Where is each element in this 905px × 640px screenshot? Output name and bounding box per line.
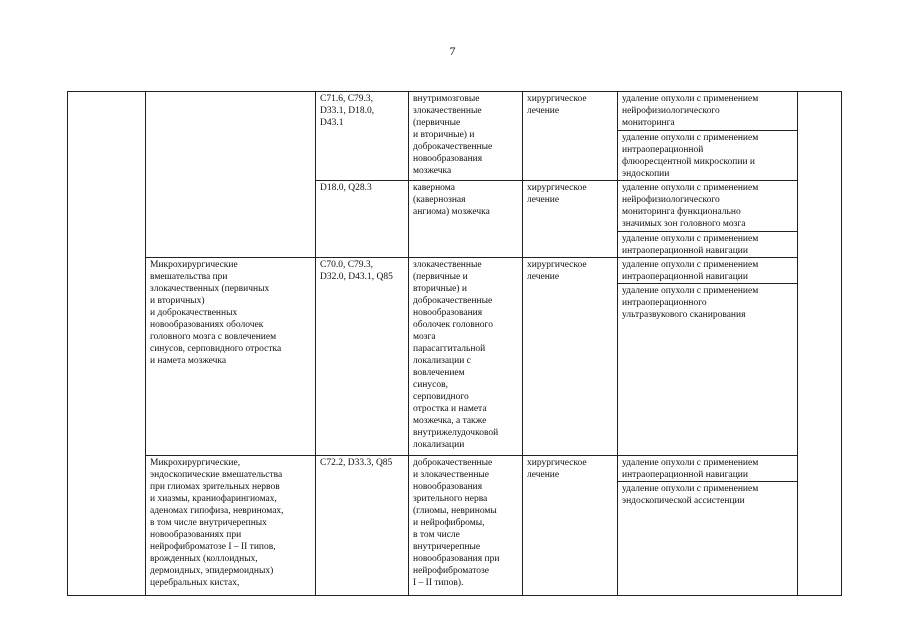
intervention-group-cell	[146, 92, 316, 258]
table-row	[68, 456, 842, 596]
method-item: удаление опухоли с применением интраоперационной навигации	[622, 234, 759, 256]
table-row	[68, 92, 842, 181]
treatment-methods-cell	[618, 181, 798, 258]
treatment-type-cell: хирургическое лечение	[523, 92, 618, 181]
method-item: удаление опухоли с применением интраоперационного ультразвукового сканирования	[622, 286, 759, 320]
method-item: удаление опухоли с применением нейрофизиологического мониторинга функционально значимых зон головного мозга	[618, 181, 797, 232]
method-item: удаление опухоли с применением нейрофизиологического мониторинга	[618, 92, 797, 131]
method-item: удаление опухоли с применением эндоскопической ассистенции	[622, 484, 759, 506]
table-row	[68, 258, 842, 456]
treatment-methods-cell	[618, 258, 798, 456]
treatment-methods-cell	[618, 456, 798, 596]
patient-model-cell: злокачественные (первичные и вторичные) и доброкачественные новообразования оболочек головного мозга парасаггитальной локализации с вовлечением синусов, серповидного отростка и намета мозжечка, а также внутрижелудочковой локализации	[409, 258, 523, 456]
patient-model-cell: каверномa (кавернозная ангиома) мозжечка	[409, 181, 523, 258]
empty-cost-cell	[798, 92, 842, 596]
empty-number-cell	[68, 92, 146, 596]
patient-model-cell: внутримозговые злокачественные (первичные и вторичные) и доброкачественные новообразования мозжечка	[409, 92, 523, 181]
treatment-type-cell: хирургическое лечение	[523, 181, 618, 258]
method-item: удаление опухоли с применением интраоперационной навигации	[618, 258, 797, 284]
patient-model-cell: доброкачественные и злокачественные новообразования зрительного нерва (глиомы, невриномы и нейрофибромы, в том числе внутричерепные новообразования при нейрофиброматозе I – II типов).	[409, 456, 523, 596]
icd-codes-cell: C71.6, C79.3, D33.1, D18.0, D43.1	[316, 92, 409, 181]
intervention-group-cell: Микрохирургические вмешательства при злокачественных (первичных и вторичных) и доброкачественных новообразованиях оболочек головного мозга с вовлечением синусов, серповидного отростка и намета мозжечка	[146, 258, 316, 456]
icd-codes-cell: C72.2, D33.3, Q85	[316, 456, 409, 596]
icd-codes-cell: C70.0, C79.3, D32.0, D43.1, Q85	[316, 258, 409, 456]
page-number: 7	[449, 44, 456, 58]
medical-care-table	[67, 91, 842, 596]
icd-codes-cell: D18.0, Q28.3	[316, 181, 409, 258]
method-item: удаление опухоли с применением интраоперационной флюоресцентной микроскопии и эндоскопии	[622, 133, 759, 179]
method-item: удаление опухоли с применением интраоперационной навигации	[618, 456, 797, 482]
treatment-methods-cell	[618, 92, 798, 181]
treatment-type-cell: хирургическое лечение	[523, 456, 618, 596]
treatment-type-cell: хирургическое лечение	[523, 258, 618, 456]
intervention-group-cell: Микрохирургические, эндоскопические вмешательства при глиомах зрительных нервов и хиазмы, краниофарингиомах, аденомах гипофиза, невриномах, в том числе внутричерепных новообразованиях при нейрофиброматозе I – II типов, врожденных (коллоидных, дермоидных, эпидермоидных) церебральных кистах,	[146, 456, 316, 596]
